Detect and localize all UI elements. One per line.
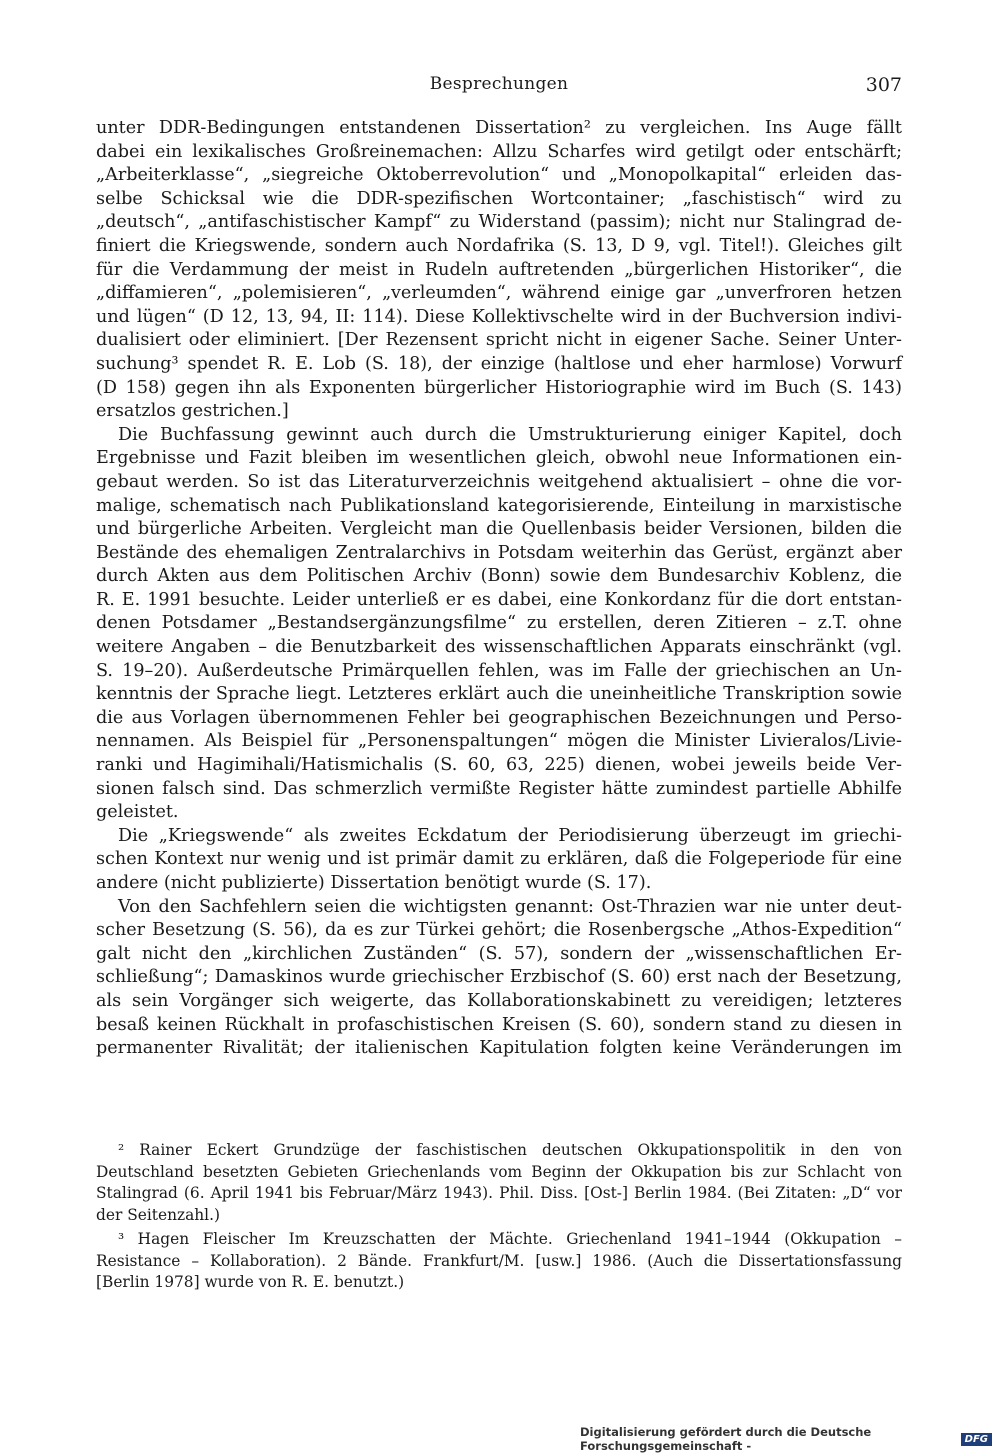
- footnote-line: ² Rainer Eckert Grundzüge der faschistischen deutschen Okkupationspolitik in den von: [118, 1141, 902, 1159]
- text-line: S. 19–20). Außerdeutsche Primärquellen fehlen, was im Falle der griechischen an Un-: [96, 660, 902, 681]
- paragraph-3: [96, 825, 902, 896]
- text-line: nennamen. Als Beispiel für „Personenspaltungen“ mögen die Minister Livieralos/Livie-: [96, 731, 902, 752]
- text-line: andere (nicht publizierte) Dissertation benötigt wurde (S. 17).: [96, 873, 652, 893]
- text-line: Die Buchfassung gewinnt auch durch die Umstrukturierung einiger Kapitel, doch: [118, 424, 902, 445]
- text-line: kenntnis der Sprache liegt. Letzteres erklärt auch die uneinheitliche Transkription sowie: [96, 684, 902, 705]
- text-line: und lügen“ (D 12, 13, 94, II: 114). Diese Kollektivschelte wird in der Buchversion indivi-: [96, 306, 902, 327]
- text-line: scher Besetzung (S. 56), da es zur Türkei gehört; die Rosenbergsche „Athos-Expedition“: [96, 920, 902, 941]
- text-line: „diffamieren“, „polemisieren“, „verleumden“, während einige gar „unverfroren hetzen: [96, 283, 902, 304]
- footnote-line: [Berlin 1978] wurde von R. E. benutzt.): [96, 1273, 405, 1291]
- running-title: Besprechungen: [429, 74, 569, 94]
- page-number: 307: [865, 74, 902, 96]
- text-line: geleistet.: [96, 802, 179, 823]
- text-line: suchung³ spendet R. E. Lob (S. 18), der einzige (haltlose und eher harmlose) Vorwurf: [96, 353, 902, 374]
- footnote-line: Stalingrad (6. April 1941 bis Februar/März 1943). Phil. Diss. [Ost-] Berlin 1984. (Bei Zitaten: „D“ vor: [96, 1184, 902, 1202]
- text-line: Von den Sachfehlern seien die wichtigsten genannt: Ost-Thrazien war nie unter deut-: [118, 896, 902, 917]
- text-line: ersatzlos gestrichen.]: [96, 401, 289, 422]
- text-line: selbe Schicksal wie die DDR-spezifischen Wortcontainer; „faschistisch“ wird zu: [96, 188, 902, 209]
- text-line: besaß keinen Rückhalt in profaschistischen Kreisen (S. 60), sondern stand zu diesen in: [96, 1014, 902, 1035]
- footnote-line: Resistance – Kollaboration). 2 Bände. Frankfurt/M. [usw.] 1986. (Auch die Dissertationsfassung: [96, 1251, 902, 1270]
- text-line: unter DDR-Bedingungen entstandenen Dissertation² zu vergleichen. Ins Auge fällt: [96, 118, 902, 138]
- digitization-credit: [580, 1425, 992, 1453]
- text-line: als sein Vorgänger sich weigerte, das Kollaborationskabinett zu vereidigen; letzteres: [96, 990, 902, 1011]
- footnote-line: Deutschland besetzten Gebieten Griechenlands vom Beginn der Okkupation bis zur Schlacht von: [96, 1162, 902, 1181]
- text-line: Ergebnisse und Fazit bleiben im wesentlichen gleich, obwohl neue Informationen ein-: [96, 448, 902, 469]
- paragraph-1: [96, 117, 902, 424]
- paragraph-2: [96, 424, 902, 825]
- dfg-logo: DFG: [961, 1433, 992, 1446]
- text-line: schließung“; Damaskinos wurde griechischer Erzbischof (S. 60) erst nach der Besetzung,: [96, 967, 902, 988]
- text-line: malige, schematisch nach Publikationsland kategorisierende, Einteilung in marxistische: [96, 495, 902, 516]
- text-line: durch Akten aus dem Politischen Archiv (Bonn) sowie dem Bundesarchiv Koblenz, die: [96, 566, 902, 587]
- text-line: die aus Vorlagen übernommenen Fehler bei geographischen Bezeichnungen und Perso-: [96, 707, 902, 728]
- page-header: [96, 74, 902, 104]
- footnotes: [96, 1140, 902, 1297]
- text-line: „Arbeiterklasse“, „siegreiche Oktoberrevolution“ und „Monopolkapital“ erleiden das-: [96, 165, 902, 186]
- footnote-3: [96, 1229, 902, 1294]
- text-line: finiert die Kriegswende, sondern auch Nordafrika (S. 13, D 9, vgl. Titel!). Gleiches gilt: [96, 235, 902, 256]
- text-line: (D 158) gegen ihn als Exponenten bürgerlicher Historiographie wird im Buch (S. 143): [96, 377, 902, 398]
- text-line: ranki und Hagimihali/Hatismichalis (S. 60, 63, 225) dienen, wobei jeweils beide Ver-: [96, 755, 902, 776]
- text-line: schen Kontext nur wenig und ist primär damit zu erklären, daß die Folgeperiode für eine: [96, 849, 902, 870]
- text-line: permanenter Rivalität; der italienischen Kapitulation folgten keine Veränderungen im: [96, 1038, 902, 1059]
- text-line: für die Verdammung der meist in Rudeln auftretenden „bürgerlichen Historiker“, die: [96, 259, 902, 280]
- text-line: gebaut werden. So ist das Literaturverzeichnis weitgehend aktualisiert – ohne die vor-: [96, 471, 902, 492]
- text-line: denen Potsdamer „Bestandsergänzungsfilme“ zu erstellen, deren Zitieren – z.T. ohne: [96, 613, 902, 634]
- text-line: und bürgerliche Arbeiten. Vergleicht man die Quellenbasis beider Versionen, bilden die: [96, 519, 902, 540]
- text-line: Bestände des ehemaligen Zentralarchivs in Potsdam weiterhin das Gerüst, ergänzt aber: [96, 542, 902, 563]
- text-line: galt nicht den „kirchlichen Zuständen“ (S. 57), sondern der „wissenschaftlichen Er-: [96, 943, 902, 964]
- text-line: R. E. 1991 besuchte. Leider unterließ er es dabei, eine Konkordanz für die dort entstan-: [96, 589, 902, 610]
- text-line: dabei ein lexikalisches Großreinemachen: Allzu Scharfes wird getilgt oder entschärft;: [96, 141, 902, 162]
- text-line: sionen falsch sind. Das schmerzlich vermißte Register hätte zumindest partielle Abhilfe: [96, 778, 902, 799]
- text-line: weitere Angaben – die Benutzbarkeit des wissenschaftlichen Apparats einschränkt (vgl.: [96, 637, 902, 658]
- footnote-line: der Seitenzahl.): [96, 1205, 221, 1224]
- footnote-line: ³ Hagen Fleischer Im Kreuzschatten der Mächte. Griechenland 1941–1944 (Okkupation –: [118, 1230, 902, 1248]
- footnote-2: [96, 1140, 902, 1226]
- text-line: „deutsch“, „antifaschistischer Kampf“ zu Widerstand (passim); nicht nur Stalingrad de-: [96, 212, 902, 233]
- body-text: [96, 117, 902, 1061]
- paragraph-4: [96, 896, 902, 1061]
- text-line: Die „Kriegswende“ als zweites Eckdatum der Periodisierung überzeugt im griechi-: [118, 825, 902, 846]
- credit-text: Digitalisierung gefördert durch die Deutsche Forschungsgemeinschaft -: [580, 1425, 872, 1453]
- text-line: dualisiert oder eliminiert. [Der Rezensent spricht nicht in eigener Sache. Seiner Unter-: [96, 330, 902, 351]
